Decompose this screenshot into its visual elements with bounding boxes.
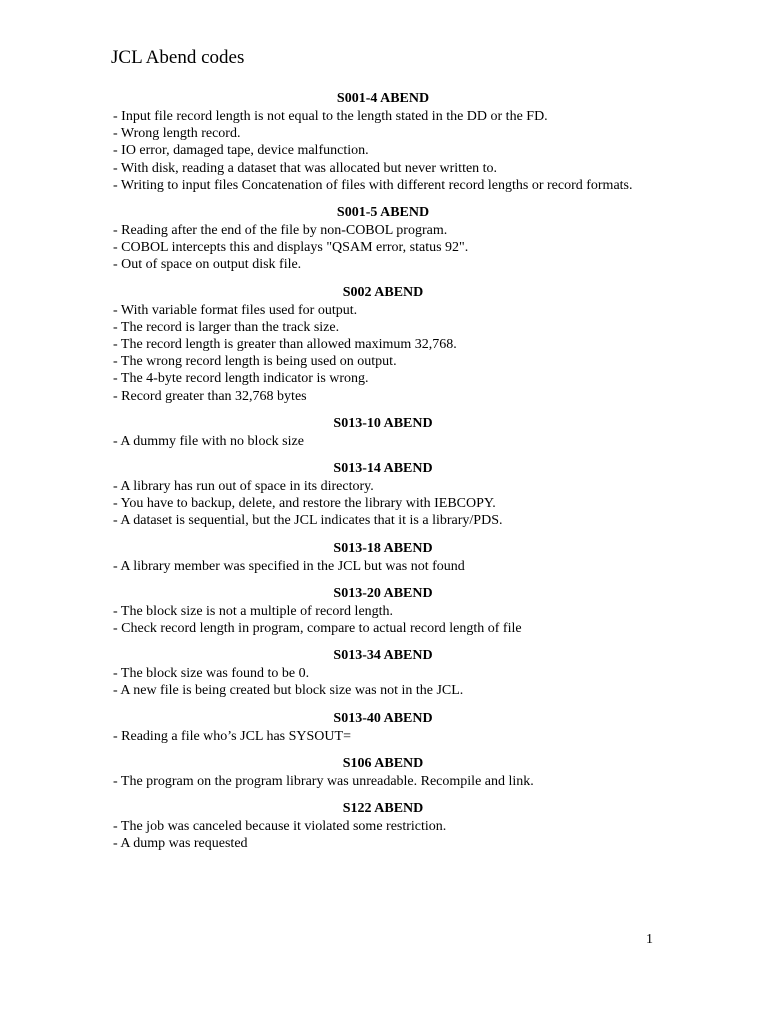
list-item: - The 4-byte record length indicator is wrong.	[113, 371, 369, 387]
section-heading: S013-34 ABEND	[333, 648, 433, 664]
page-number: 1	[646, 932, 653, 947]
section-heading: S122 ABEND	[342, 801, 424, 817]
section-s122	[113, 800, 653, 852]
section-s013-14	[113, 460, 653, 530]
section-s001-4	[113, 90, 653, 194]
section-heading: S013-18 ABEND	[333, 540, 433, 556]
section-s002	[113, 284, 653, 405]
list-item: - Input file record length is not equal to the length stated in the DD or the FD.	[113, 109, 548, 124]
list-item: - A dummy file with no block size	[113, 433, 304, 449]
list-item: - A new file is being created but block size was not in the JCL.	[113, 683, 464, 699]
list-item: - Record greater than 32,768 bytes	[113, 388, 307, 404]
list-item: - Check record length in program, compare to actual record length of file	[113, 621, 522, 637]
section-heading: S106 ABEND	[342, 755, 424, 771]
section-s013-18	[113, 540, 653, 575]
section-s013-20	[113, 585, 653, 637]
section-heading: S001-5 ABEND	[336, 205, 430, 221]
list-item: - IO error, damaged tape, device malfunction.	[113, 143, 369, 159]
section-s013-34	[113, 647, 653, 699]
list-item: - The wrong record length is being used on output.	[113, 354, 397, 370]
list-item: - A library has run out of space in its directory.	[113, 479, 374, 495]
list-item: - With variable format files used for output.	[113, 302, 358, 318]
section-s106	[113, 755, 653, 790]
list-item: - The job was canceled because it violated some restriction.	[113, 819, 447, 835]
document-body	[113, 90, 653, 852]
section-s013-10	[113, 415, 653, 450]
list-item: - You have to backup, delete, and restore the library with IEBCOPY.	[113, 496, 496, 512]
section-s001-5	[113, 204, 653, 274]
list-item: - Out of space on output disk file.	[113, 257, 302, 273]
list-item: - The record length is greater than allowed maximum 32,768.	[113, 337, 457, 353]
section-heading: S013-40 ABEND	[333, 710, 433, 726]
list-item: - COBOL intercepts this and displays "QSAM error, status 92".	[113, 240, 469, 256]
list-item: - The program on the program library was unreadable. Recompile and link.	[113, 773, 534, 789]
list-item: - Reading a file who’s JCL has SYSOUT=	[113, 728, 351, 744]
section-heading: S013-14 ABEND	[333, 461, 433, 477]
list-item: - The record is larger than the track size.	[113, 319, 340, 335]
list-item: - A library member was specified in the JCL but was not found	[113, 558, 465, 574]
list-item: - Wrong length record.	[113, 126, 241, 142]
list-item: - The block size is not a multiple of record length.	[113, 603, 394, 619]
list-item: - The block size was found to be 0.	[113, 666, 310, 682]
list-item: - Writing to input files Concatenation of files with different record lengths or record formats.	[113, 177, 633, 193]
list-item: - A dump was requested	[113, 836, 248, 852]
document-title: JCL Abend codes	[111, 47, 245, 68]
section-s013-40	[113, 710, 653, 745]
section-heading: S002 ABEND	[342, 284, 424, 300]
list-item: - A dataset is sequential, but the JCL indicates that it is a library/PDS.	[113, 513, 503, 529]
list-item: - With disk, reading a dataset that was allocated but never written to.	[113, 160, 498, 176]
section-heading: S013-20 ABEND	[333, 585, 433, 601]
section-heading: S013-10 ABEND	[333, 415, 433, 431]
section-heading: S001-4 ABEND	[336, 91, 430, 106]
list-item: - Reading after the end of the file by non-COBOL program.	[113, 223, 448, 239]
